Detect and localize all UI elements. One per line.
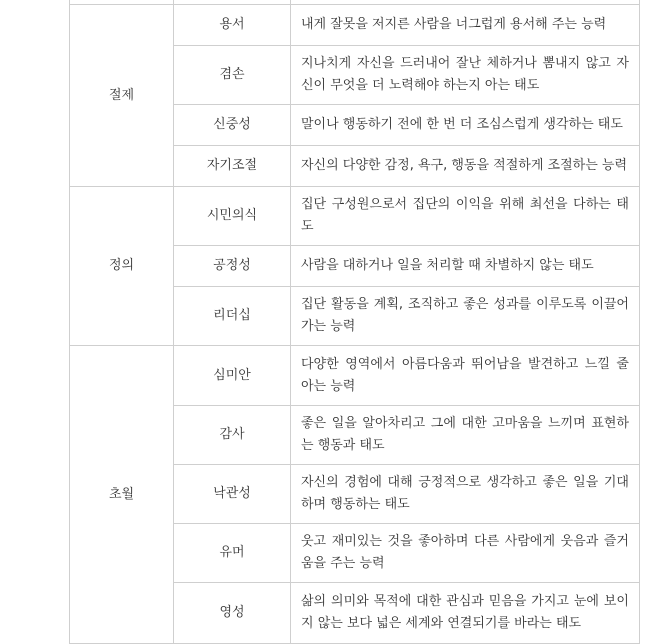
- strength-cell: 공정성: [174, 246, 291, 287]
- description-cell: 삶의 의미와 목적에 대한 관심과 믿음을 가지고 눈에 보이지 않는 보다 넓은 세계와 연결되기를 바라는 태도: [291, 583, 640, 644]
- strength-cell: 심미안: [174, 346, 291, 406]
- description-cell: 말이나 행동하기 전에 한 번 더 조심스럽게 생각하는 태도: [291, 105, 640, 146]
- strength-cell: 시민의식: [174, 187, 291, 246]
- description-cell: 웃고 재미있는 것을 좋아하며 다른 사람에게 웃음과 즐거움을 주는 능력: [291, 524, 640, 583]
- strength-cell: 영성: [174, 583, 291, 644]
- description-cell: 다양한 영역에서 아름다움과 뛰어남을 발견하고 느낄 줄 아는 능력: [291, 346, 640, 406]
- table-row: [70, 187, 640, 246]
- strength-cell: 감사: [174, 406, 291, 465]
- virtues-table: [69, 0, 640, 644]
- strength-cell: 낙관성: [174, 465, 291, 524]
- strength-cell: 용서: [174, 5, 291, 46]
- virtue-group-cell: 절제: [70, 5, 174, 187]
- strength-cell: 신중성: [174, 105, 291, 146]
- description-cell: 자신의 경험에 대해 긍정적으로 생각하고 좋은 일을 기대하며 행동하는 태도: [291, 465, 640, 524]
- table-row: [70, 346, 640, 406]
- description-cell: 사람을 대하거나 일을 처리할 때 차별하지 않는 태도: [291, 246, 640, 287]
- strength-cell: 유머: [174, 524, 291, 583]
- description-cell: 지나치게 자신을 드러내어 잘난 체하거나 뽐내지 않고 자신이 무엇을 더 노력해야 하는지 아는 태도: [291, 46, 640, 105]
- description-cell: 내게 잘못을 저지른 사람을 너그럽게 용서해 주는 능력: [291, 5, 640, 46]
- strength-cell: 겸손: [174, 46, 291, 105]
- virtue-group-cell: 정의: [70, 187, 174, 346]
- virtue-group-cell: 초월: [70, 346, 174, 644]
- table-row: [70, 5, 640, 46]
- description-cell: 집단 구성원으로서 집단의 이익을 위해 최선을 다하는 태도: [291, 187, 640, 246]
- strength-cell: 자기조절: [174, 146, 291, 187]
- description-cell: 자신의 다양한 감정, 욕구, 행동을 적절하게 조절하는 능력: [291, 146, 640, 187]
- description-cell: 집단 활동을 계획, 조직하고 좋은 성과를 이루도록 이끌어 가는 능력: [291, 287, 640, 346]
- strength-cell: 리더십: [174, 287, 291, 346]
- description-cell: 좋은 일을 알아차리고 그에 대한 고마움을 느끼며 표현하는 행동과 태도: [291, 406, 640, 465]
